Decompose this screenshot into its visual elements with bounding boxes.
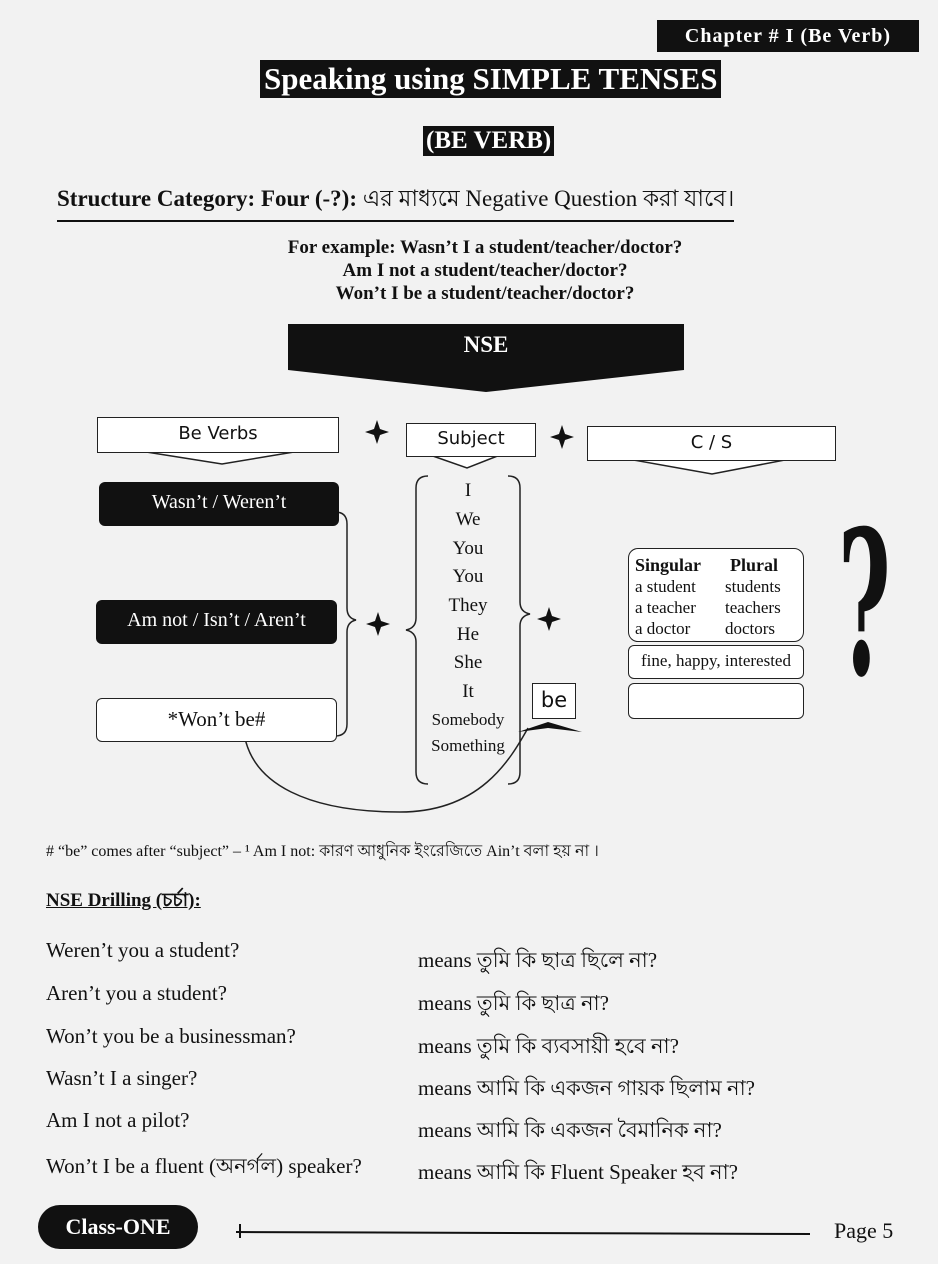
brace (335, 512, 356, 736)
subject-item: They (448, 595, 488, 616)
drill-meaning: means আমি কি একজন গায়ক ছিলাম না? (418, 1076, 755, 1100)
be-verb-option-future: *Won’t be# (96, 698, 337, 742)
drill-question: Won’t I be a fluent (অনর্গল) speaker? (46, 1154, 362, 1178)
subject-item: I (464, 480, 472, 501)
example-line: For example: Wasn’t I a student/teacher/doctor? (287, 237, 683, 258)
page-number: Page 5 (834, 1218, 894, 1243)
subject-item: You (452, 538, 484, 559)
be-verbs-header: Be Verbs (97, 417, 339, 453)
subject-item: It (462, 681, 474, 702)
drill-meaning: means তুমি কি ছাত্র না? (418, 991, 609, 1015)
subject-item: Somebody (431, 710, 505, 729)
subject-item: We (455, 509, 481, 530)
question-mark-icon: ? (838, 487, 891, 722)
example-line: Won’t I be a student/teacher/doctor? (335, 283, 635, 304)
page-title: Speaking using SIMPLE TENSES (260, 60, 721, 98)
subject-item: She (453, 652, 483, 673)
be-verb-option-present: Am not / Isn’t / Aren’t (96, 600, 337, 644)
singular-item: a student (635, 577, 696, 596)
subject-item: Something (431, 736, 505, 755)
structure-label: Structure Category: Four (-?): (57, 186, 357, 211)
cs-arrow (628, 459, 790, 474)
singular-item: a teacher (635, 598, 696, 617)
nse-banner-arrow (288, 370, 684, 392)
example-line: Am I not a student/teacher/doctor? (342, 260, 628, 281)
plural-column (725, 555, 781, 639)
plural-item: doctors (725, 619, 776, 638)
drill-meaning: means তুমি কি ছাত্র ছিলে না? (418, 948, 658, 972)
drill-question: Am I not a pilot? (46, 1108, 190, 1132)
arrowhead-icon (518, 722, 582, 732)
footnote: # “be” comes after “subject” – ¹ Am I not: কারণ আধুনিক ইংরেজিতে Ain’t বলা হয় না । (46, 843, 599, 860)
drill-meaning: means আমি কি একজন বৈমানিক না? (418, 1118, 722, 1142)
drill-question: Weren’t you a student? (46, 938, 240, 962)
complement-box (628, 548, 804, 642)
cs-header: C / S (587, 426, 836, 461)
page-subtitle: (BE VERB) (423, 126, 554, 156)
subject-header: Subject (406, 423, 536, 457)
plural-label: Plural (730, 555, 778, 575)
class-badge: Class-ONE (38, 1205, 198, 1249)
subject-item: You (452, 566, 484, 587)
empty-box (628, 683, 804, 719)
be-verb-option-past: Wasn’t / Weren’t (99, 482, 339, 526)
plural-item: teachers (725, 598, 781, 617)
drilling-heading: NSE Drilling (চর্চা): (46, 890, 201, 911)
drill-question: Won’t you be a businessman? (46, 1024, 296, 1048)
be-box: be (532, 683, 576, 719)
singular-column (635, 555, 701, 639)
footer-rule (236, 1232, 810, 1234)
plural-item: students (725, 577, 781, 596)
adjective-box: fine, happy, interested (628, 645, 804, 679)
drill-meaning: means আমি কি Fluent Speaker হব না? (418, 1160, 738, 1184)
chapter-tag: Chapter # I (Be Verb) (657, 20, 919, 52)
nse-banner: NSE (288, 324, 684, 370)
subject-item: He (456, 624, 480, 645)
drill-question: Wasn’t I a singer? (46, 1066, 198, 1090)
drill-meaning: means তুমি কি ব্যবসায়ী হবে না? (418, 1034, 679, 1058)
structure-text: এর মাধ্যমে Negative Question করা যাবে। (362, 186, 735, 211)
singular-label: Singular (635, 555, 702, 575)
singular-item: a doctor (635, 619, 691, 638)
drill-question: Aren’t you a student? (46, 981, 227, 1005)
